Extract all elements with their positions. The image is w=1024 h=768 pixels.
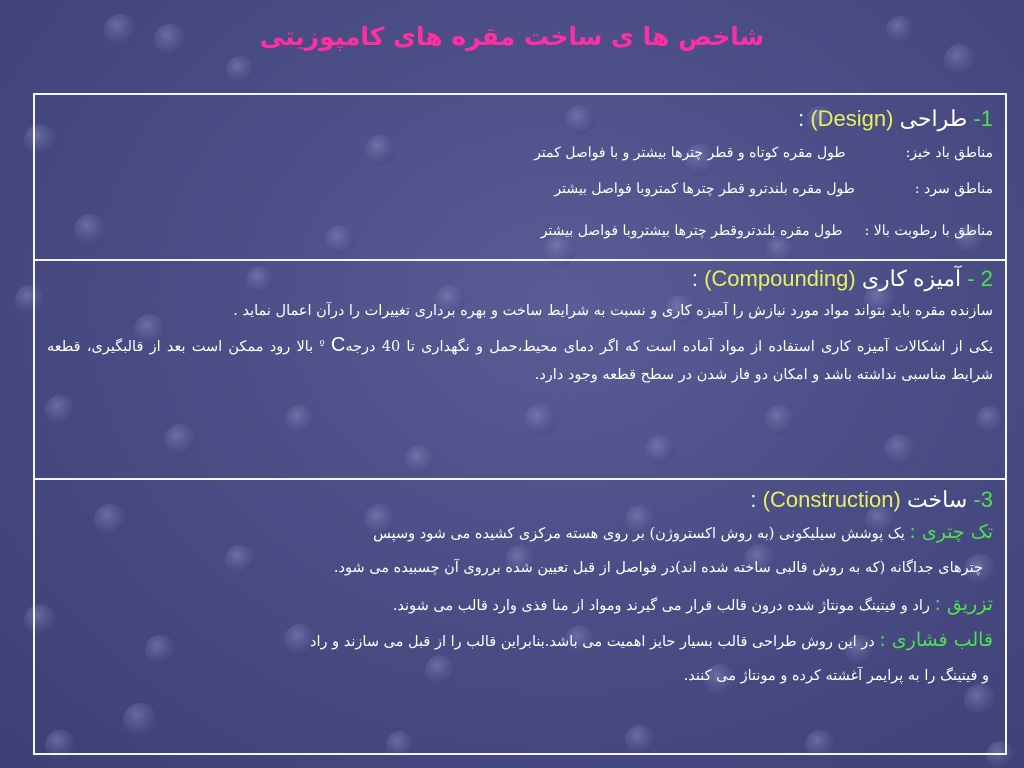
compression-text: در این روش طراحی قالب بسیار حایز اهمیت می باشد.بنابراین قالب را از قبل می سازند و راد bbox=[310, 634, 875, 650]
construction-english: (Construction) bbox=[762, 487, 901, 512]
compounding-colon: : bbox=[691, 266, 698, 291]
zone-row-windy bbox=[534, 145, 993, 161]
zone-name: مناطق سرد : bbox=[914, 181, 993, 197]
single-shed-line bbox=[47, 518, 993, 548]
construction-heading bbox=[47, 486, 993, 514]
compounding-p2-start: یکی از اشکالات آمیزه کاری استفاده از مواد آماده است که اگر دمای محیط،حمل و نگهداری تا 40 درجه bbox=[345, 339, 993, 355]
single-shed-text: یک پوشش سیلیکونی (به روش اکستروژن) بر روی هسته مرکزی کشیده می شود وسپس bbox=[373, 526, 905, 542]
compression-line bbox=[47, 626, 993, 656]
degree-symbol: º bbox=[319, 338, 325, 351]
compounding-p2-end: بالا رود ممکن است بعد از قالبگیری، قطعه شرایط مناسبی نداشته باشد و امکان دو فاز شدن در سطح قطعه وجود دارد. bbox=[47, 339, 993, 383]
construction-colon: : bbox=[750, 487, 757, 512]
compression-line-2: و فیتینگ را به پرایمر آغشته کرده و مونتاژ می کنند. bbox=[683, 668, 989, 684]
single-shed-line-2: چترهای جداگانه (که به روش قالبی ساخته شده اند)در فواصل از قبل تعیین شده برروی آن چسبیده می شود. bbox=[333, 560, 983, 576]
page-title: شاخص ها ی ساخت مقره های کامپوزیتی bbox=[259, 22, 765, 51]
zone-row-cold bbox=[554, 181, 993, 197]
zone-desc: طول مقره بلندترو قطر چترها کمتروبا فواصل بیشتر bbox=[554, 181, 855, 197]
design-heading bbox=[47, 105, 993, 133]
injection-term: تزریق : bbox=[934, 593, 993, 615]
design-colon: : bbox=[798, 106, 805, 131]
celsius-symbol: C bbox=[330, 334, 346, 356]
compounding-paragraph-1: سازنده مقره باید بتواند مواد مورد نیازش را آمیزه کاری و نسبت به شرایط ساخت و بهره برداری تغییرات را درآن اعمال نماید . bbox=[233, 303, 993, 319]
zone-row-humid bbox=[541, 223, 993, 239]
design-section bbox=[35, 95, 1005, 259]
injection-text: راد و فیتینگ مونتاژ شده درون قالب قرار می گیرند ومواد از منا فذی وارد قالب می شوند. bbox=[392, 598, 930, 614]
design-number: 1- bbox=[973, 106, 993, 131]
design-english: (Design) bbox=[810, 106, 894, 131]
construction-section bbox=[35, 478, 1005, 755]
injection-line bbox=[47, 590, 993, 620]
construction-number: 3- bbox=[973, 487, 993, 512]
compression-term: قالب فشاری : bbox=[879, 629, 993, 651]
zone-desc: طول مقره کوتاه و قطر چترها بیشتر و با فواصل کمتر bbox=[534, 145, 846, 161]
design-label: طراحی bbox=[899, 106, 968, 131]
compounding-heading bbox=[47, 265, 993, 293]
construction-label: ساخت bbox=[906, 487, 968, 512]
zone-name: مناطق باد خیز: bbox=[905, 145, 993, 161]
single-shed-term: تک چتری : bbox=[909, 521, 993, 543]
compounding-number: 2 - bbox=[967, 266, 993, 291]
compounding-english: (Compounding) bbox=[704, 266, 856, 291]
compounding-paragraph-2 bbox=[47, 331, 993, 389]
zone-name: مناطق با رطوبت بالا : bbox=[864, 223, 993, 239]
zone-desc: طول مقره بلندتروقطر چترها بیشتروبا فواصل بیشتر bbox=[540, 223, 843, 239]
compounding-label: آمیزه کاری bbox=[861, 266, 962, 291]
compounding-section bbox=[35, 259, 1005, 478]
content-table bbox=[33, 93, 1007, 755]
